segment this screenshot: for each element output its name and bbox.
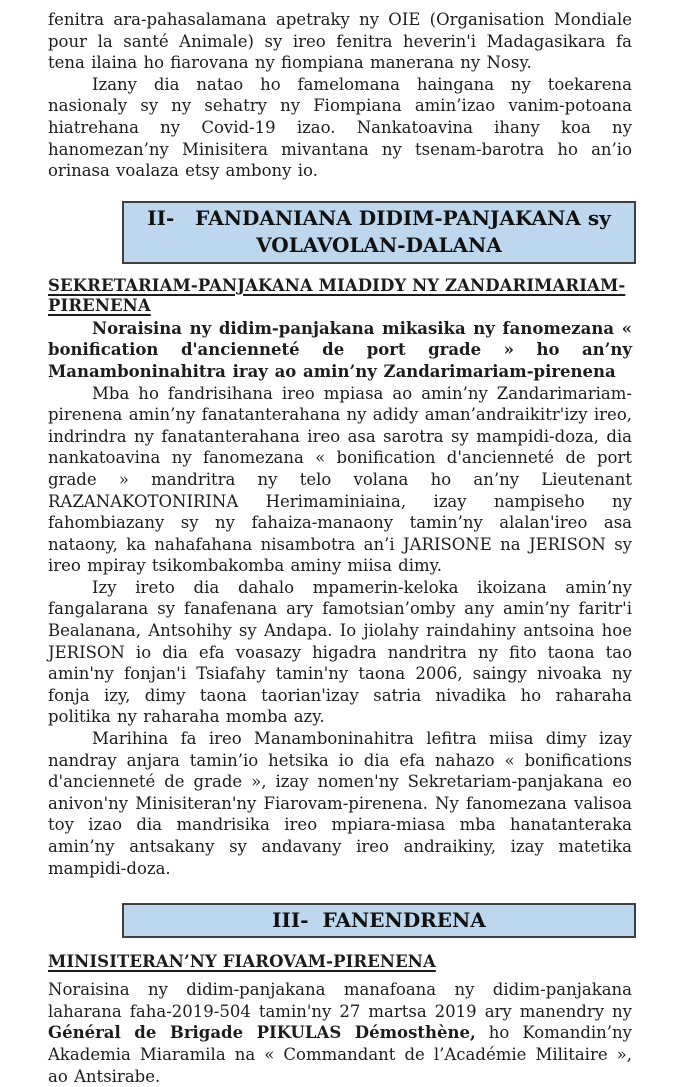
- section-3-paragraph: [48, 979, 632, 1087]
- section-3-paragraph-pre: Noraisina ny didim-panjakana manafoana ny didim-panjakana laharana faha-2019-504 tamin'ny 27 martsa 2019 ary manendry ny: [48, 980, 632, 1021]
- section-3-paragraph-post: ho Komandin’ny Akademia Miaramila na « Commandant de l’Académie Militaire », ao Antsirabe.: [48, 1023, 633, 1086]
- section-2-subheading: SEKRETARIAM-PANJAKANA MIADIDY NY ZANDARIMARIAM-PIRENENA: [48, 275, 626, 315]
- appointee-name: Général de Brigade PIKULAS Démosthène,: [48, 1023, 476, 1043]
- section-2-title-box: [122, 201, 636, 264]
- section-2-paragraph-2: Izy ireto dia dahalo mpamerin-keloka ikoizana amin’ny fangalarana sy fanafenana ary famotsian’omby any amin’ny faritr'i Bealanana, Antsohihy sy Andapa. Io jiolahy raindahiny antsoina hoe JERISON io dia efa voasazy higadra nandritra ny fito taona tao amin'ny fonjan'i Tsiafahy tamin'ny taona 2006, saingy nivoaka ny fonja izy, dimy taona taorian'izay satria nivadika ho raharaha politika ny raharaha momba azy.: [48, 577, 632, 727]
- section-3-title-box: [122, 903, 636, 938]
- section-2-paragraph-1: Mba ho fandrisihana ireo mpiasa ao amin’ny Zandarimariam-pirenena amin’ny fanatanterahana ny adidy aman’andraikitr'izy ireo, indrindra ny fanatanterahana ireo asa sarotra sy mampidi-doza, dia nankatoavina ny fanomezana « bonification d'ancienneté de port grade » mandritra ny telo volana ho an’ny Lieutenant RAZANAKOTONIRINA Herimaminiaina, izay nampiseho ny fahombiazany sy ny fahaiza-manaony tamin’ny alalan'ireo asa nataony, ka nahafahana nisambotra an’i JARISONE na JERISON sy ireo mpiray tsikombakomba aminy miisa dimy.: [48, 383, 632, 576]
- section-3-title: III- FANENDRENA: [272, 908, 486, 933]
- intro-paragraph-continued: fenitra ara-pahasalamana apetraky ny OIE (Organisation Mondiale pour la santé Animale) sy ireo fenitra heverin'i Madagasikara fa tena ilaina ho fiarovana ny fiompiana manerana ny Nosy.: [48, 10, 632, 73]
- section-2-title-line-2: VOLAVOLAN-DALANA: [256, 232, 502, 257]
- section-2-title-line-1: II- FANDANIANA DIDIM-PANJAKANA sy: [147, 205, 611, 230]
- section-2-lead-paragraph: Noraisina ny didim-panjakana mikasika ny fanomezana « bonification d'ancienneté de port grade » ho an’ny Manamboninahitra iray ao amin’ny Zandarimariam-pirenena: [48, 318, 632, 381]
- intro-paragraph-2: Izany dia natao ho famelomana haingana ny toekarena nasionaly sy ny sehatry ny Fiompiana amin’izao vanim-potoana hiatrehana ny Covid-19 izao. Nankatoavina ihany koa ny hanomezan’ny Minisitera mivantana ny tsenam-barotra ho an’io orinasa voalaza etsy ambony io.: [48, 74, 632, 181]
- section-2-paragraph-3: Marihina fa ireo Manamboninahitra lefitra miisa dimy izay nandray anjara tamin’io hetsika io dia efa nahazo « bonifications d'ancienneté de grade », izay nomen'ny Sekretariam-panjakana eo anivon'ny Minisiteran'ny Fiarovam-pirenena. Ny fanomezana valisoa toy izao dia mandrisika ireo mpiara-miasa mba hanatanteraka amin’ny antsakany sy andavany ireo andraikiny, izay matetika mampidi-doza.: [48, 729, 632, 878]
- section-3-subheading: MINISITERAN’NY FIAROVAM-PIRENENA: [48, 952, 436, 972]
